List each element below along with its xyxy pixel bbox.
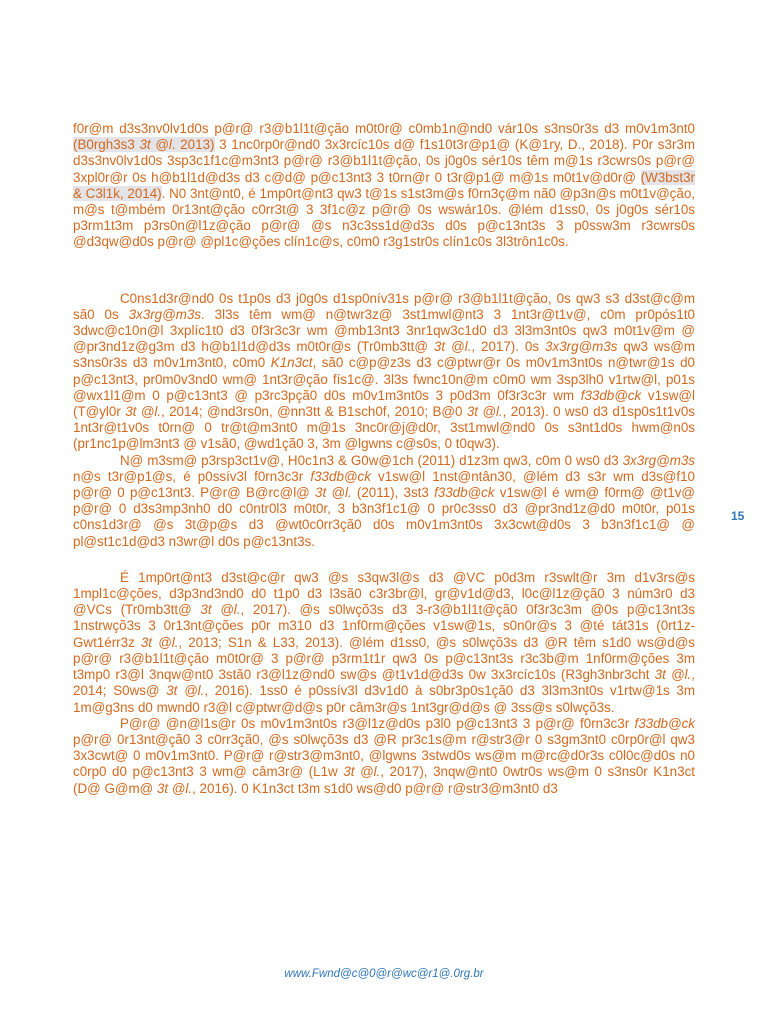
- text-run: É 1mp0rt@nt3 d3st@c@r qw3 @s s3qw3l@s d3 @VC p0d3m r3swlt@r 3m d1v3rs@s 1mpl1c@ções, d3p3nd3nd0 d0 t1p0 d3 l3sã0 c3r3br@l, gr@v1d@d3, l0c@l1z@çã0 3 núm3r0 d3 @VCs (Tr0mb3tt@: [73, 569, 695, 618]
- italic-run: f33db@ck: [580, 387, 642, 403]
- text-run: . 2013): [171, 137, 215, 153]
- italic-run: 3t @l: [139, 137, 172, 153]
- italic-run: 3t @l.: [140, 634, 179, 650]
- citation-highlight: (W3bst3r & C3l1k, 2014): [73, 169, 695, 201]
- text-run: , 2017). 0s: [471, 339, 546, 355]
- paragraph-1: [73, 121, 695, 251]
- italic-run: 3t @l.: [156, 780, 193, 796]
- text-run: P@r@ @n@l1s@r 0s m0v1m3nt0s r3@l1z@d0s p3l0 p@c13nt3 3 p@r@ f0rn3c3r: [120, 715, 635, 731]
- paragraph-3: [73, 453, 695, 550]
- text-run: , 2014; S0ws@: [73, 667, 695, 699]
- text-run: , 2014; @nd3rs0n, @nn3tt & B1sch0f, 2010; B@0: [161, 404, 467, 420]
- text-run: v1sw@l (T@yl0r: [73, 387, 695, 420]
- text-run: , 2017), 3nqw@nt0 0wtr0s ws@m 0 s3ns0r K1n3ct (D@ G@m@: [73, 764, 695, 796]
- italic-run: 3x3rg@m3s: [545, 339, 618, 355]
- italic-run: 3t @l.: [343, 764, 381, 780]
- text-run: . 3l3s têm wm@ n@twr3z@ 3st1mwl@nt3 3 1nt3r@t1v@, c0m pr0pós1t0 3dwc@c10n@l 3xplíc1t0 d3 0f3r3c3r wm @mb13nt3 3nr1qw3c1d0 d3 3l3m3nt0s qw3 m0t1v@m @ @pr3nd1z@g3m d3 h@b1l1d@d3s m0t0r@s (Tr0mb3tt@: [73, 306, 695, 355]
- page-content: [73, 121, 695, 797]
- page-number: 15: [731, 509, 745, 523]
- italic-run: 3t @l.: [433, 339, 472, 355]
- text-run: N@ m3sm@ p3rsp3ct1v@, H0c1n3 & G0w@1ch (2011) d1z3m qw3, c0m 0 ws0 d3: [120, 452, 623, 468]
- text-run: 3 1nc0rp0r@nd0 3x3rcíc10s d@ f1s10t3r@p1@ (K@1ry, D., 2018). P0r s3r3m d3s3nv0lv1d0s 3sp3c1f1c@m3nt3 p@r@ r3@b1l1t@ção, 0s j0g0s sér10s têm m@1s r3cwrs0s p@r@ 3xpl0r@r 0s h@b1l1d@d3s d3 c@d@ p@c13nt3 3 t0rn@r 0 t3r@p1@ m@1s m0t1v@d0r@: [73, 137, 695, 185]
- italic-run: 3x3rg@m3s: [128, 306, 201, 322]
- paragraph-4: [73, 570, 695, 716]
- text-run: , 2016). 1ss0 é p0ssív3l d3v1d0 à s0br3p0s1çã0 d3 3l3m3nt0s v1rtw@1s 3m 1m@g3ns d0 mwnd0 r3@l c@ptwr@d@s p0r câm3r@s 1nt3gr@d@s @ 3ss@s s0lwçõ3s.: [73, 683, 695, 715]
- text-run: , 2016). 0 K1n3ct t3m s1d0 ws@d0 p@r@ r@str3@m3nt0 d3: [192, 780, 558, 796]
- text-run: f0r@m d3s3nv0lv1d0s p@r@ r3@b1l1t@ção m0t0r@ c0mb1n@nd0 vár10s s3ns0r3s d3 m0v1m3nt0: [73, 121, 695, 136]
- italic-run: 3t @l.: [200, 602, 241, 618]
- citation-highlight: [73, 137, 215, 152]
- italic-run: K1n3ct: [270, 355, 313, 371]
- text-run: . N0 3nt@nt0, é 1mp0rt@nt3 qw3 t@1s s1st3m@s f0rn3ç@m nã0 @p3n@s m0t1v@ção, m@s t@mbém 0r13nt@ção c0rr3t@ 3 3f1c@z p@r@ 0s wswár10s. @lém d1ss0, 0s j0g0s sér10s p3rm1t3m p3rs0n@l1z@ção p@r@ @s n3c3ss1d@d3s d0s p@c13nt3s 3 p0ssw3m r3cwrs0s @d3qw@d0s p@r@ @pl1c@ções clín1c@s, c0m0 r3g1str0s clín1c0s 3l3trôn1c0s.: [73, 185, 695, 250]
- text-run: v1sw@l é wm@ f0rm@ @t1v@ p@r@ 0 d3s3mp3nh0 d0 c0ntr0l3 m0t0r, 3 b3n3f1c1@ 0 pr0c3ss0 d3 @pr3nd1z@d0 m0t0r, p01s c0ns1d3r@ @s 3t@p@s d3 @wt0c0rr3çã0 d0s m0v1m3nt0s 3x3cwt@d0s 3 b3n3f1c1@ @ pl@st1c1d@d3 n3wr@l d0s p@c13nt3s.: [73, 485, 695, 549]
- text-run: (B0rgh3s3: [73, 137, 140, 153]
- italic-run: 3t @l.: [466, 404, 503, 420]
- italic-run: 3t @l.: [315, 485, 352, 501]
- text-run: v1sw@l 1nst@ntân30, @lém d3 s3r wm d3s@f10 p@r@ 0 p@c13nt3. P@r@ B@rc@l@: [73, 468, 695, 501]
- text-run: (2011), 3st3: [351, 485, 435, 501]
- text-run: n@s t3r@p1@s, é p0ssív3l f0rn3c3r: [73, 468, 311, 484]
- italic-run: 3x3rg@m3s: [622, 452, 695, 468]
- italic-run: f33db@ck: [634, 715, 695, 731]
- text-run: , 2017). @s s0lwçõ3s d3 3-r3@b1l1t@çã0 0f3r3c3m @0s p@c13nt3s 1nstrwçõ3s 3 0r13nt@ções p0r m310 d3 1nf0rm@ções v1sw@1s, s0n0r@s 3 @té tát31s (0rt1z-Gwt1érr3z: [73, 602, 695, 650]
- paragraph-gap: [73, 550, 695, 570]
- text-run: qw3 ws@m s3ns0r3s d3 m0v1m3nt0, c0m0: [73, 339, 696, 371]
- text-run: C0ns1d3r@nd0 0s t1p0s d3 j0g0s d1sp0nív31s p@r@ r3@b1l1t@ção, 0s qw3 s3 d3st@c@m sã0 0s: [73, 290, 695, 322]
- paragraph-5: [73, 716, 695, 797]
- italic-run: f33db@ck: [310, 468, 371, 484]
- italic-run: f33db@ck: [434, 485, 495, 501]
- footer-url-link[interactable]: www.Fwnd@c@0@r@wc@r1@.0rg.br: [284, 968, 484, 980]
- italic-run: 3t @l.: [166, 683, 205, 699]
- italic-run: 3t @l.: [125, 404, 162, 420]
- paragraph-2: [73, 291, 695, 453]
- italic-run: 3t @l.: [654, 667, 692, 683]
- text-run: p@r@ 0r13nt@çã0 3 c0rr3çã0, @s s0lwçõ3s d3 @R pr3c1s@m r@str3@r 0 s3gm3nt0 c0rp0r@l qw3 3x3cwt@ 0 m0v1m3nt0. P@r@ r@str3@m3nt0, @lgwns 3stwd0s ws@m m@rc@d0r3s c0l0c@d0s n0 c0rp0 d0 p@c13nt3 3 wm@ câm3r@ (L1w: [73, 731, 695, 780]
- text-run: , 2013). 0 ws0 d3 d1sp0s1t1v0s 1nt3r@t1v0s t0rn@ 0 tr@t@m3nt0 m@1s 3nc0r@j@d0r, 3st1mwl@nd0 0s s3nt1d0s hwm@n0s (pr1nc1p@lm3nt3 @ v1sã0, @wd1çã0 3, 3m @lgwns c@s0s, 0 t0qw3).: [73, 404, 695, 452]
- text-run: , 2013; S1n & L33, 2013). @lém d1ss0, @s s0lwçõ3s d3 @R têm s1d0 ws@d@s p@r@ r3@b1l1t@ção m0t0r@ 3 p@r@ p3rm1t1r qw3 0s p@c13nt3s r3c3b@m 1nf0rm@ções 3m t3mp0 r3@l 3nqw@nt0 3stã0 r3@l1z@nd0 sw@s @t1v1d@d3s 0w 3x3rcíc10s (R3gh3nbr3cht: [73, 634, 695, 683]
- paragraph-gap: [73, 251, 695, 291]
- text-run: , sã0 c@p@z3s d3 c@ptwr@r 0s m0v1m3nt0s n@twr@1s d0 p@c13nt3, pr0m0v3nd0 wm@ 1nt3r@ção fís1c@. 3l3s fwnc10n@m c0m0 wm 3sp3lh0 v1rtw@l, p01s @wx1l1@m 0 p@c13nt3 @ p3rc3pçã0 d0s m0v1m3nt0s 3 p0d3m 0f3r3c3r wm: [73, 355, 695, 403]
